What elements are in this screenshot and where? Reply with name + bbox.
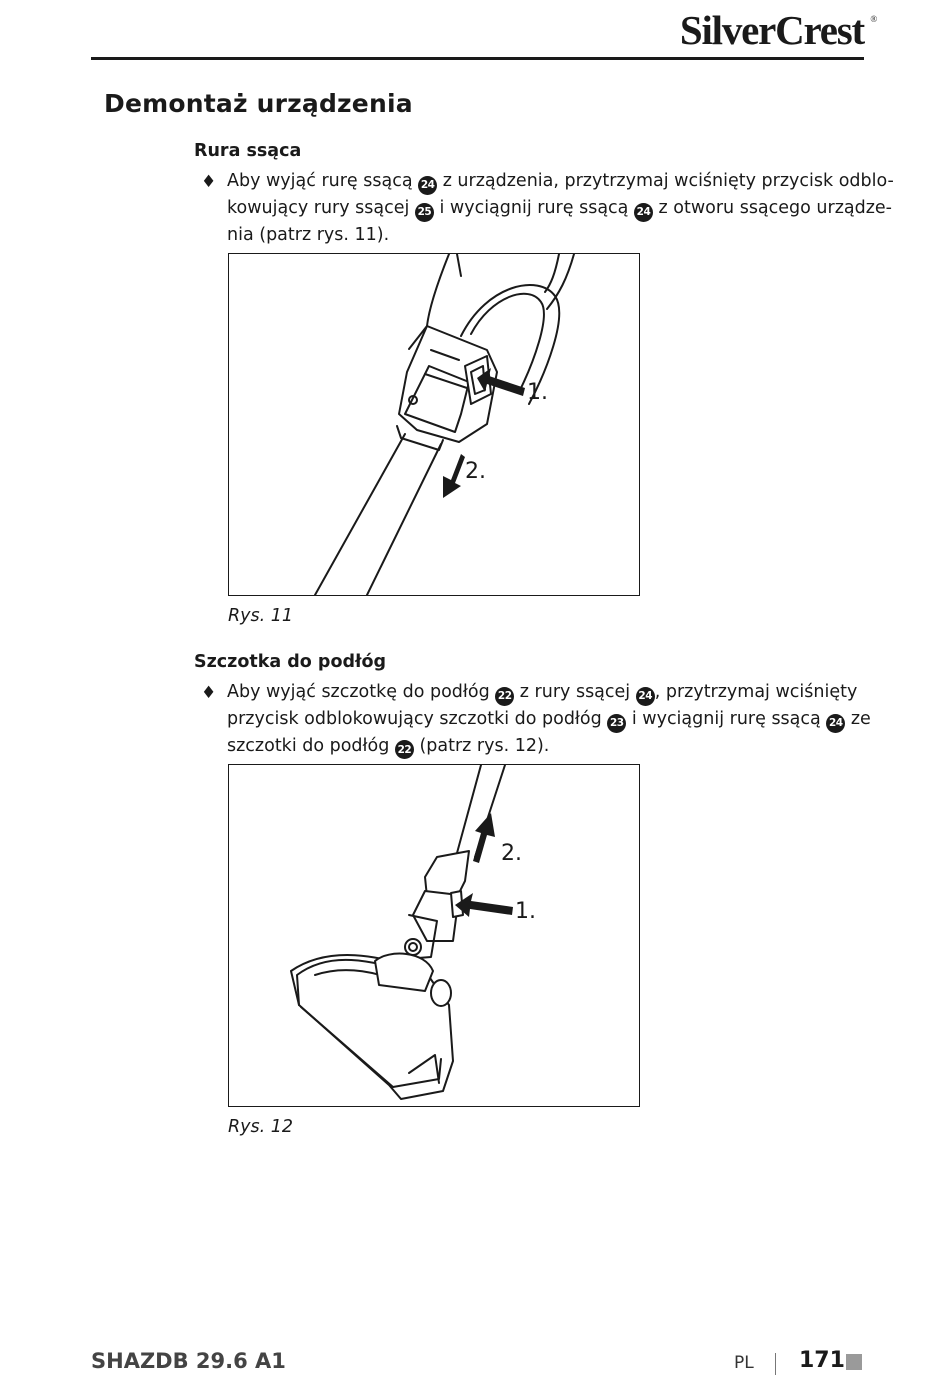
text-segment: kowujący rury ssącej — [227, 197, 415, 218]
reference-number-badge: 24 — [634, 203, 653, 222]
instruction-paragraph — [227, 679, 871, 759]
brand-name: SilverCrest — [679, 7, 864, 53]
reference-number-badge: 22 — [495, 687, 514, 706]
text-segment: z otworu ssącego urządze- — [652, 197, 892, 218]
text-segment: Aby wyjąć rurę ssącą — [227, 171, 419, 191]
text-segment: Aby wyjąć szczotkę do podłóg — [227, 682, 496, 702]
paragraph-line — [227, 679, 867, 706]
figure-12-illustration — [229, 765, 639, 1106]
step-2-label: 2. — [465, 459, 486, 484]
section-title: Demontaż urządzenia — [104, 89, 413, 118]
figure-11-caption: Rys. 11 — [228, 606, 294, 626]
header-rule — [91, 57, 864, 60]
brand-logo — [679, 6, 876, 54]
arrow-2 — [473, 813, 495, 863]
subheading-suction-tube: Rura ssąca — [194, 141, 302, 161]
text-segment: z urządzenia, przytrzymaj wciśnięty przycisk odblo- — [437, 171, 894, 191]
text-segment: i wyciągnij rurę ssącą — [626, 708, 827, 729]
tube-edge-right — [367, 444, 441, 595]
figure-11 — [228, 253, 640, 596]
reference-number-badge: 25 — [415, 203, 434, 222]
text-segment: (patrz rys. 12). — [413, 735, 550, 756]
text-segment: szczotki do podłóg — [227, 735, 395, 756]
text-segment: , przytrzymaj wciśnięty — [654, 682, 858, 702]
bullet-icon: ♦ — [201, 683, 217, 703]
figure-11-illustration — [229, 254, 639, 595]
step-1-label: 1. — [515, 899, 536, 924]
page-marker-square — [846, 1354, 862, 1370]
bullet-icon: ♦ — [201, 172, 217, 192]
arrow-2 — [443, 454, 465, 498]
text-segment: i wyciągnij rurę ssącą — [433, 197, 634, 218]
step-2-label: 2. — [501, 841, 522, 866]
paragraph-line — [227, 733, 867, 760]
text-segment: przycisk odblokowujący szczotki do podłóg — [227, 708, 608, 729]
reference-number-badge: 24 — [418, 176, 437, 195]
tube-edge-left — [315, 434, 405, 595]
instruction-paragraph — [227, 168, 894, 248]
text-segment: z rury ssącej — [514, 682, 636, 702]
reference-number-badge: 23 — [607, 714, 626, 733]
reference-number-badge: 24 — [636, 687, 655, 706]
footer-language: PL — [734, 1353, 754, 1373]
paragraph-line — [227, 706, 871, 733]
paragraph-line — [227, 222, 867, 249]
footer-divider — [775, 1353, 776, 1375]
figure-12-caption: Rys. 12 — [228, 1117, 294, 1137]
reference-number-badge: 22 — [395, 740, 414, 759]
footer-model-number: SHAZDB 29.6 A1 — [91, 1349, 286, 1373]
text-segment: ze — [845, 708, 871, 729]
figure-12 — [228, 764, 640, 1107]
text-segment: nia (patrz rys. 11). — [227, 224, 390, 245]
registered-mark: ® — [870, 14, 876, 24]
step-1-label: 1. — [527, 380, 548, 405]
reference-number-badge: 24 — [826, 714, 845, 733]
paragraph-line — [227, 195, 892, 222]
subheading-floor-brush: Szczotka do podłóg — [194, 652, 387, 672]
paragraph-line — [227, 168, 894, 195]
page-number: 171 — [799, 1348, 845, 1373]
